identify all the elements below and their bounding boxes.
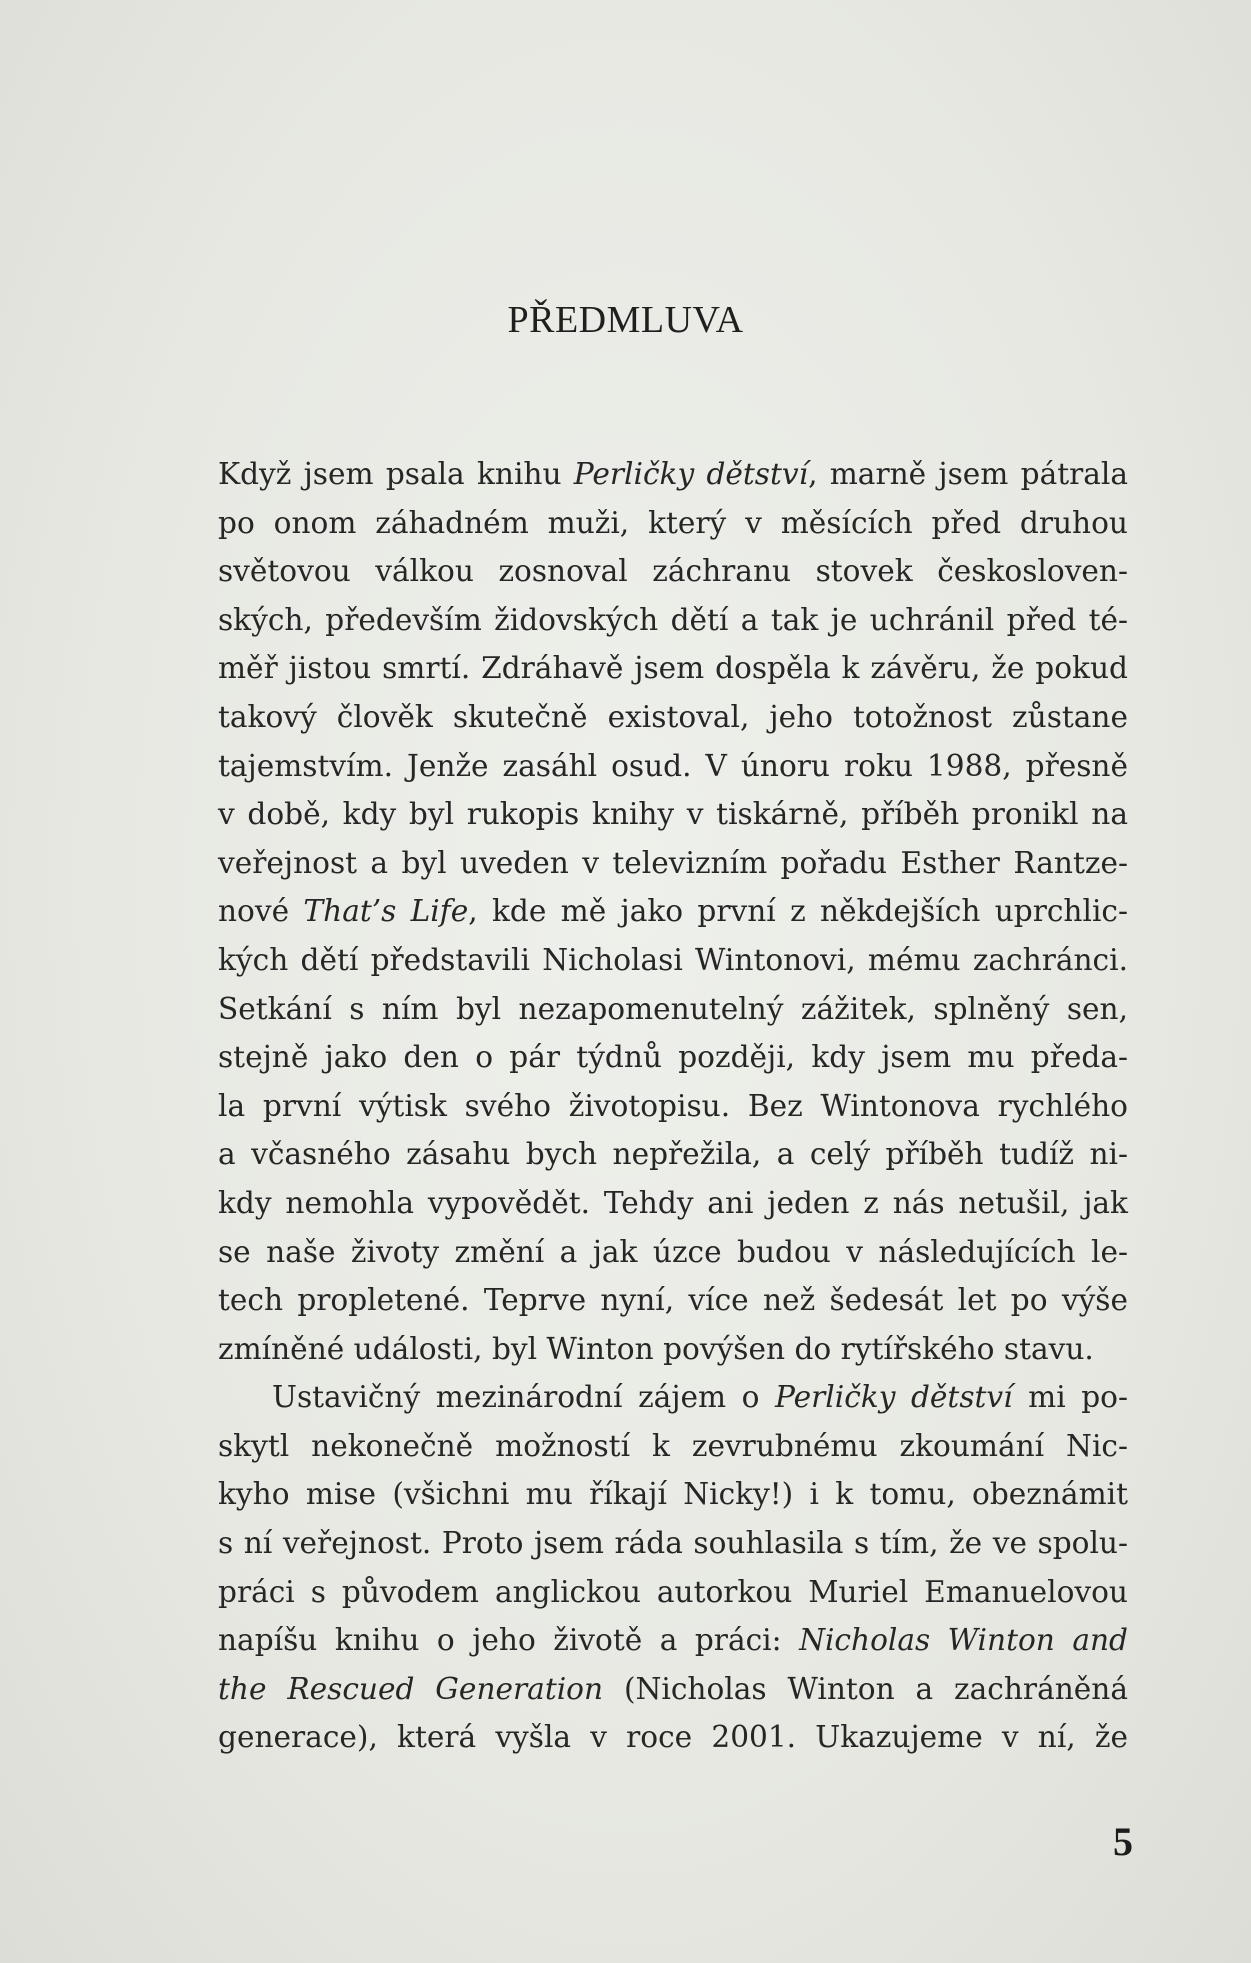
page-number: 5 [1113, 1819, 1133, 1864]
text-segment: , kde mě jako první z někdejších uprchlic- [468, 894, 1128, 929]
text-line [218, 1276, 1128, 1325]
text-line [218, 1325, 1128, 1374]
text-line [218, 742, 1128, 791]
text-line [218, 790, 1128, 839]
text-line [218, 1665, 1128, 1714]
text-segment: světovou válkou zosnoval záchranu stovek českosloven- [218, 554, 1128, 589]
text-segment: (Nicholas Winton a zachráněná [603, 1671, 1128, 1706]
text-segment: mi po- [1012, 1380, 1128, 1415]
text-segment: se naše životy změní a jak úzce budou v následujících le- [218, 1234, 1128, 1269]
text-segment: generace), která vyšla v roce 2001. Ukazujeme v ní, že [218, 1720, 1128, 1755]
text-line [218, 1422, 1128, 1471]
text-segment: veřejnost a byl uveden v televizním pořadu Esther Rantze- [218, 845, 1128, 880]
text-line [218, 1470, 1128, 1519]
text-line [218, 644, 1128, 693]
text-line [218, 1082, 1128, 1131]
text-segment: po onom záhadném muži, který v měsících před druhou [218, 505, 1128, 540]
body-text [218, 450, 1128, 1762]
text-line [218, 1130, 1128, 1179]
text-segment: Když jsem psala knihu [218, 457, 574, 491]
text-line [218, 499, 1128, 548]
text-line [218, 1713, 1128, 1762]
text-segment: v době, kdy byl rukopis knihy v tiskárně, příběh pronikl na [218, 797, 1128, 832]
text-segment: zmíněné události, byl Winton povýšen do rytířského stavu. [218, 1331, 1094, 1366]
text-line [218, 1568, 1128, 1617]
italic-title: Nicholas Winton and [799, 1623, 1128, 1658]
text-segment: stejně jako den o pár týdnů později, kdy jsem mu předa- [218, 1040, 1128, 1075]
text-segment: skytl nekonečně možností k zevrubnému zkoumání Nic- [218, 1428, 1128, 1463]
text-segment: , marně jsem pátrala [808, 457, 1129, 491]
text-segment: kdy nemohla vypovědět. Tehdy ani jeden z nás netušil, jak [218, 1185, 1128, 1220]
text-line [218, 450, 1128, 499]
text-line [218, 985, 1128, 1034]
text-segment: práci s původem anglickou autorkou Muriel Emanuelovou [218, 1574, 1128, 1609]
text-segment: kyho mise (všichni mu říkají Nicky!) i k tomu, obeznámit [218, 1477, 1128, 1512]
text-segment: a včasného zásahu bych nepřežila, a celý příběh tudíž ni- [218, 1137, 1128, 1172]
text-line [218, 1373, 1128, 1422]
text-line [218, 693, 1128, 742]
text-segment: kých dětí představili Nicholasi Wintonovi, mému zachránci. [218, 942, 1128, 977]
text-segment: ských, především židovských dětí a tak je uchránil před té- [218, 602, 1128, 637]
text-segment: napíšu knihu o jeho životě a práci: [218, 1623, 800, 1658]
chapter-heading: PŘEDMLUVA [507, 299, 744, 341]
text-line [218, 1179, 1128, 1228]
italic-title: Perličky dětství [573, 457, 809, 491]
italic-title: the Rescued Generation [218, 1671, 604, 1706]
text-segment: s ní veřejnost. Proto jsem ráda souhlasila s tím, že ve spolu- [218, 1526, 1128, 1561]
text-line [218, 596, 1128, 645]
text-segment: měř jistou smrtí. Zdráhavě jsem dospěla k závěru, že pokud [218, 651, 1128, 686]
text-segment: la první výtisk svého životopisu. Bez Wintonova rychlého [218, 1088, 1128, 1123]
text-line [218, 1616, 1128, 1665]
text-line [218, 887, 1128, 936]
italic-title: Perličky dětství [775, 1380, 1013, 1415]
text-line [218, 547, 1128, 596]
italic-title: That’s Life [303, 894, 469, 929]
text-line [218, 936, 1128, 985]
text-segment: Ustavičný mezinárodní zájem o [272, 1380, 776, 1415]
text-segment: tajemstvím. Jenže zasáhl osud. V únoru roku 1988, přesně [218, 748, 1128, 783]
text-line [218, 1519, 1128, 1568]
text-line [218, 839, 1128, 888]
text-segment: Setkání s ním byl nezapomenutelný zážitek, splněný sen, [218, 991, 1128, 1026]
text-line [218, 1033, 1128, 1082]
text-segment: takový člověk skutečně existoval, jeho totožnost zůstane [218, 699, 1128, 734]
text-line [218, 1228, 1128, 1277]
text-segment: nové [218, 894, 304, 929]
text-segment: tech propletené. Teprve nyní, více než šedesát let po výše [218, 1283, 1128, 1318]
